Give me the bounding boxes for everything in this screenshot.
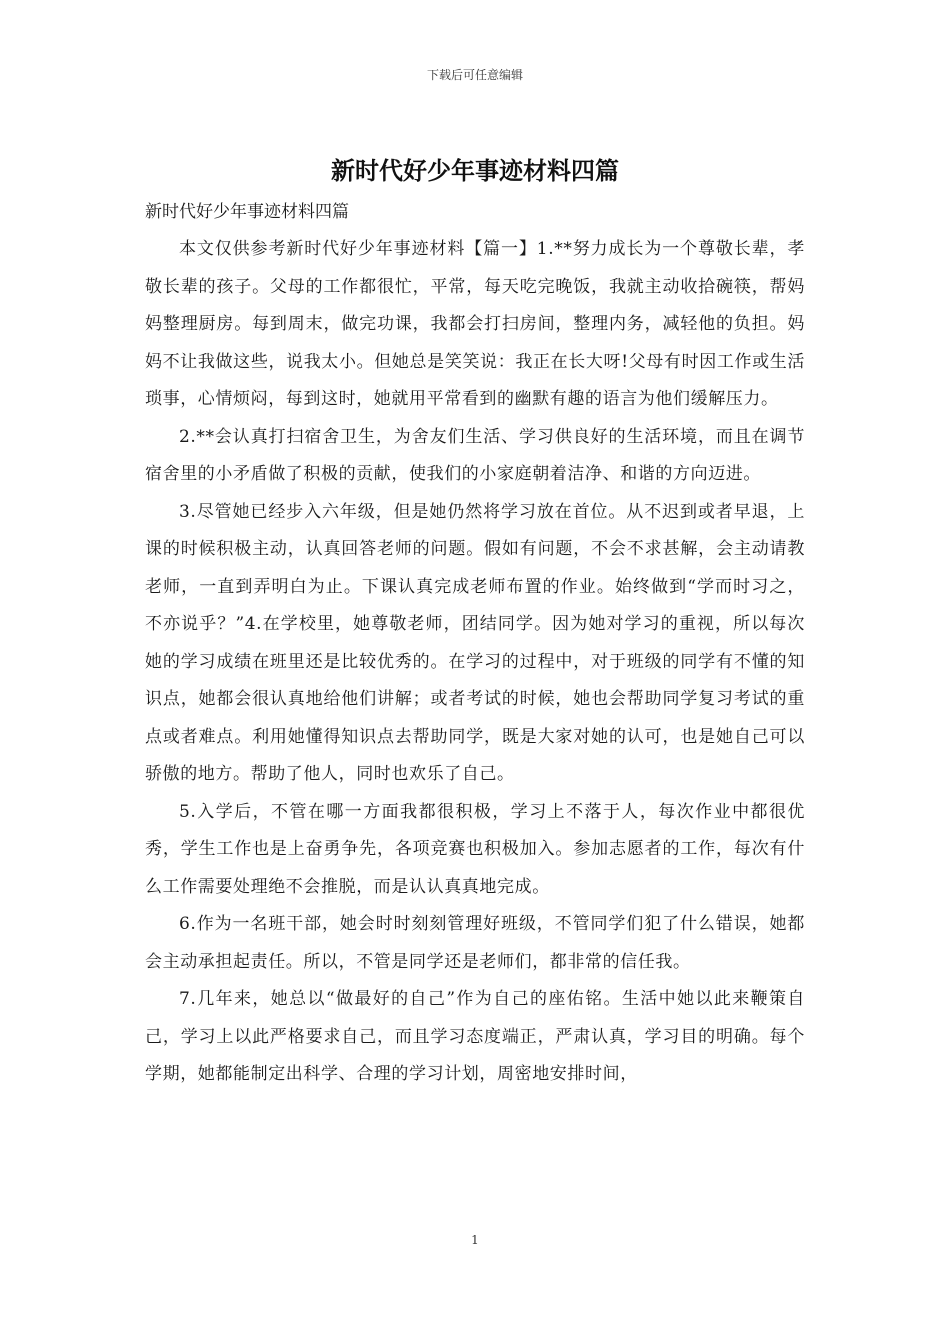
document-body <box>145 231 805 1094</box>
page-number: 1 <box>471 1233 479 1247</box>
paragraph-1: 本文仅供参考新时代好少年事迹材料【篇一】1.**努力成长为一个尊敬长辈，孝敬长辈的孩子。父母的工作都很忙，平常，每天吃完晚饭，我就主动收拾碗筷，帮妈妈整理厨房。每到周末，做完功课，我都会打扫房间，整理内务，减轻他的负担。妈妈不让我做这些，说我太小。但她总是笑笑说：我正在长大呀!父母有时因工作或生活琐事，心情烦闷，每到这时，她就用平常看到的幽默有趣的语言为他们缓解压力。 <box>145 239 805 409</box>
document-title: 新时代好少年事迹材料四篇 <box>331 156 619 185</box>
document-subtitle: 新时代好少年事迹材料四篇 <box>145 202 349 222</box>
paragraph-4: 5.入学后，不管在哪一方面我都很积极，学习上不落于人，每次作业中都很优秀，学生工作也是上奋勇争先，各项竞赛也积极加入。参加志愿者的工作，每次有什么工作需要处理绝不会推脱，而是认认真真地完成。 <box>145 801 805 897</box>
page-header: 下载后可任意编辑 <box>426 68 523 82</box>
paragraph-6: 7.几年来，她总以“做最好的自己”作为自己的座佑铭。生活中她以此来鞭策自己，学习上以此严格要求自己，而且学习态度端正，严肃认真，学习目的明确。每个学期，她都能制定出科学、合理的学习计划，周密地安排时间， <box>145 989 805 1084</box>
paragraph-5: 6.作为一名班干部，她会时时刻刻管理好班级，不管同学们犯了什么错误，她都会主动承担起责任。所以，不管是同学还是老师们，都非常的信任我。 <box>145 914 805 972</box>
paragraph-3: 3.尽管她已经步入六年级，但是她仍然将学习放在首位。从不迟到或者早退，上课的时候积极主动，认真回答老师的问题。假如有问题，不会不求甚解，会主动请教老师，一直到弄明白为止。下课认真完成老师布置的作业。始终做到“学而时习之，不亦说乎？”4.在学校里，她尊敬老师，团结同学。因为她对学习的重视，所以每次她的学习成绩在班里还是比较优秀的。在学习的过程中，对于班级的同学有不懂的知识点，她都会很认真地给他们讲解；或者考试的时候，她也会帮助同学复习考试的重点或者难点。利用她懂得知识点去帮助同学，既是大家对她的认可，也是她自己可以骄傲的地方。帮助了他人，同时也欢乐了自己。 <box>145 501 805 784</box>
paragraph-2: 2.**会认真打扫宿舍卫生，为舍友们生活、学习供良好的生活环境，而且在调节宿舍里的小矛盾做了积极的贡献，使我们的小家庭朝着洁净、和谐的方向迈进。 <box>145 426 805 484</box>
